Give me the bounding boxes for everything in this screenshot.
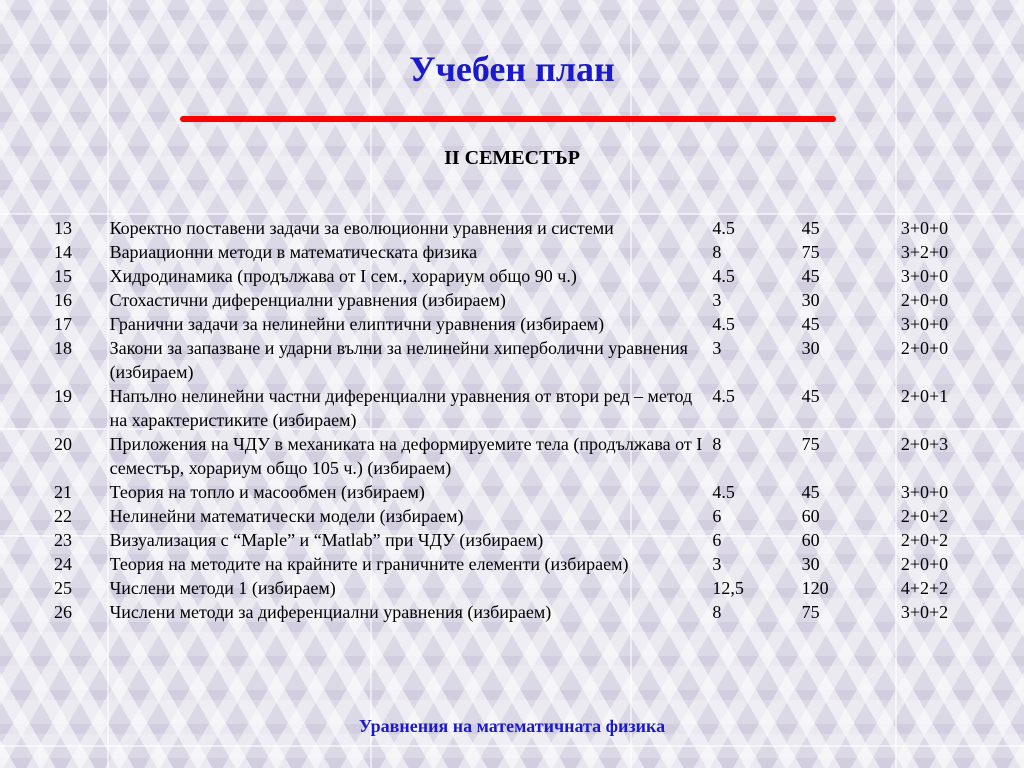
- course-name: Напълно нелинейни частни диференциални уравнения от втори ред – метод на характеристиките (избираем): [109, 386, 693, 430]
- course-hours: 75: [801, 602, 820, 622]
- course-hour-distribution: 3+0+2: [900, 602, 949, 622]
- row-number: 21: [54, 482, 72, 502]
- course-hours: 60: [801, 506, 820, 526]
- course-credits: 3: [712, 338, 722, 358]
- course-credits: 8: [712, 602, 722, 622]
- table-row: [0, 216, 1024, 240]
- row-number: 24: [54, 554, 72, 574]
- course-name: Теория на методите на крайните и граничните елементи (избираем): [109, 554, 629, 574]
- course-name: Приложения на ЧДУ в механиката на деформируемите тела (продължава от I семестър, хорариум общо 105 ч.) (избираем): [109, 434, 703, 478]
- course-hours: 75: [801, 434, 820, 454]
- course-name: Теория на топло и масообмен (избираем): [109, 482, 425, 502]
- course-credits: 3: [712, 290, 722, 310]
- table-row: [0, 600, 1024, 624]
- course-name: Вариационни методи в математическата физика: [109, 242, 478, 262]
- course-hour-distribution: 3+0+0: [900, 266, 949, 286]
- course-hour-distribution: 3+0+0: [900, 314, 949, 334]
- table-row: [0, 504, 1024, 528]
- course-hours: 120: [801, 578, 829, 598]
- course-name: Хидродинамика (продължава от I сем., хорариум общо 90 ч.): [109, 266, 577, 286]
- course-credits: 8: [712, 242, 722, 262]
- course-hours: 30: [801, 338, 820, 358]
- course-hour-distribution: 2+0+3: [900, 434, 949, 454]
- course-hours: 45: [801, 314, 820, 334]
- course-name: Закони за запазване и ударни вълни за нелинейни хиперболични уравнения (избираем): [109, 338, 688, 382]
- course-name: Визуализация с “Maple” и “Matlab” при ЧДУ (избираем): [109, 530, 544, 550]
- course-hour-distribution: 2+0+0: [900, 338, 949, 358]
- row-number: 15: [54, 266, 72, 286]
- course-name: Числени методи 1 (избираем): [109, 578, 336, 598]
- table-row: [0, 528, 1024, 552]
- course-hours: 30: [801, 290, 820, 310]
- row-number: 13: [54, 218, 72, 238]
- table-row: [0, 336, 1024, 384]
- table-row: [0, 576, 1024, 600]
- title-underline: [180, 116, 836, 122]
- semester-heading: II СЕМЕСТЪР: [444, 147, 580, 169]
- row-number: 25: [54, 578, 72, 598]
- table-row: [0, 312, 1024, 336]
- course-name: Гранични задачи за нелинейни елиптични уравнения (избираем): [109, 314, 605, 334]
- row-number: 22: [54, 506, 72, 526]
- course-credits: 4.5: [712, 314, 735, 334]
- course-hours: 45: [801, 482, 820, 502]
- course-credits: 6: [712, 506, 722, 526]
- course-credits: 4.5: [712, 386, 735, 406]
- curriculum-table: [0, 216, 1024, 624]
- table-row: [0, 264, 1024, 288]
- course-hours: 75: [801, 242, 820, 262]
- table-row: [0, 552, 1024, 576]
- course-hour-distribution: 4+2+2: [900, 578, 949, 598]
- course-hours: 45: [801, 386, 820, 406]
- course-hour-distribution: 2+0+2: [900, 530, 949, 550]
- table-row: [0, 480, 1024, 504]
- course-name: Коректно поставени задачи за еволюционни уравнения и системи: [109, 218, 614, 238]
- row-number: 23: [54, 530, 72, 550]
- row-number: 17: [54, 314, 72, 334]
- course-credits: 4.5: [712, 482, 735, 502]
- table-row: [0, 432, 1024, 480]
- course-hour-distribution: 2+0+1: [900, 386, 949, 406]
- row-number: 26: [54, 602, 72, 622]
- course-credits: 4.5: [712, 218, 735, 238]
- course-hour-distribution: 2+0+0: [900, 290, 949, 310]
- course-hours: 30: [801, 554, 820, 574]
- row-number: 16: [54, 290, 72, 310]
- course-name: Стохастични диференциални уравнения (избираем): [109, 290, 506, 310]
- row-number: 18: [54, 338, 72, 358]
- footer-caption: Уравнения на математичната физика: [358, 716, 666, 736]
- course-credits: 8: [712, 434, 722, 454]
- course-hours: 45: [801, 266, 820, 286]
- course-hour-distribution: 3+2+0: [900, 242, 949, 262]
- course-hour-distribution: 2+0+2: [900, 506, 949, 526]
- row-number: 14: [54, 242, 72, 262]
- table-row: [0, 240, 1024, 264]
- course-name: Нелинейни математически модели (избираем): [109, 506, 464, 526]
- course-hour-distribution: 2+0+0: [900, 554, 949, 574]
- course-name: Числени методи за диференциални уравнения (избираем): [109, 602, 552, 622]
- table-row: [0, 288, 1024, 312]
- course-hours: 45: [801, 218, 820, 238]
- row-number: 20: [54, 434, 72, 454]
- course-hours: 60: [801, 530, 820, 550]
- course-credits: 12,5: [712, 578, 744, 598]
- page-title: Учебен план: [409, 49, 615, 89]
- course-credits: 6: [712, 530, 722, 550]
- course-credits: 4.5: [712, 266, 735, 286]
- course-hour-distribution: 3+0+0: [900, 218, 949, 238]
- row-number: 19: [54, 386, 72, 406]
- table-row: [0, 384, 1024, 432]
- course-hour-distribution: 3+0+0: [900, 482, 949, 502]
- course-credits: 3: [712, 554, 722, 574]
